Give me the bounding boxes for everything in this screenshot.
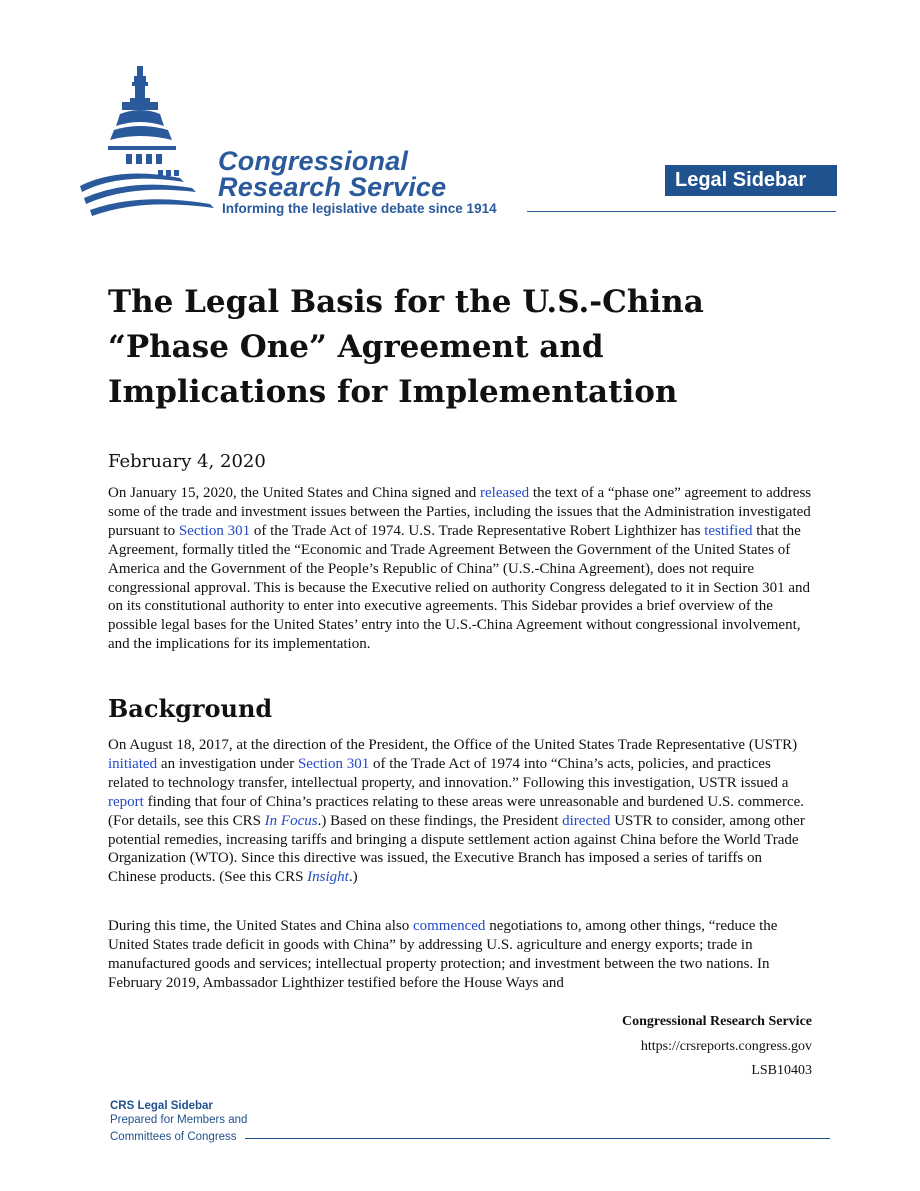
bottom-committees-line: Committees of Congress (110, 1131, 237, 1143)
bottom-prepared-line: Prepared for Members and (110, 1114, 248, 1126)
footer-report-id: LSB10403 (751, 1063, 812, 1078)
background-paragraph-2 (108, 917, 812, 993)
org-name-line2: Research Service (218, 172, 447, 202)
text-run: of the Trade Act of 1974. U.S. Trade Representative Robert Lighthizer has (250, 522, 705, 539)
link-testified[interactable]: testified (704, 522, 753, 539)
link-section-301[interactable]: Section 301 (178, 522, 251, 539)
text-run: .) (348, 869, 358, 886)
text-run: .) Based on these findings, the President (317, 812, 563, 829)
page-header (0, 0, 920, 230)
text-run: of the Trade Act of 1974 into “China’s acts, policies, and practices related to technology transfer, intellectual property, and innovation.” Following this investigation, USTR issued a (108, 755, 789, 791)
link-section-301[interactable]: Section 301 (297, 755, 370, 772)
text-run: an investigation under (157, 755, 298, 772)
link-directed[interactable]: directed (562, 812, 611, 829)
text-run: the text of a “phase one” agreement to address some of the trade and investment issues between the Parties, including the issues that the Administration investigated pursuant to (108, 485, 812, 539)
link-report[interactable]: report (108, 793, 144, 810)
link-in-focus[interactable]: In Focus (264, 812, 318, 829)
header-divider (527, 211, 836, 212)
text-run: USTR to consider, among other potential remedies, increasing tariffs and bringing a dispute settlement action against China before the World Trade Organization (WTO). Since this directive was issued, the Executive Branch has imposed a series of tariffs on Chinese products. (See this CRS (108, 812, 805, 886)
background-paragraph-1 (108, 736, 812, 887)
section-heading-background: Background (108, 694, 273, 723)
link-initiated[interactable]: initiated (108, 755, 158, 772)
footer-url[interactable]: https://crsreports.congress.gov (640, 1039, 812, 1054)
text-run: On August 18, 2017, at the direction of the President, the Office of the United States Trade Representative (USTR) (108, 737, 798, 753)
link-commenced[interactable]: commenced (412, 918, 486, 934)
document-title: The Legal Basis for the U.S.-China “Phase One” Agreement and Implications for Implementation (108, 284, 704, 410)
text-run: During this time, the United States and China also (108, 918, 413, 934)
text-run: finding that four of China’s practices relating to these areas were unreasonable and burdened U.S. commerce. (For details, see this CRS (108, 793, 805, 829)
text-run: negotiations to, among other things, “reduce the United States trade deficit in goods with China” by addressing U.S. agriculture and energy exports; trade in manufactured goods and services; intellectual property protection; and investment between the two nations. In February 2019, Ambassador Lighthizer testified before the House Ways and (108, 918, 778, 991)
org-name-line1: Congressional (218, 146, 409, 176)
link-insight[interactable]: Insight (307, 869, 349, 886)
link-released[interactable]: released (480, 485, 530, 501)
text-run: On January 15, 2020, the United States and China signed and (108, 485, 481, 501)
footer-org-name: Congressional Research Service (621, 1014, 812, 1029)
legal-sidebar-badge: Legal Sidebar (665, 165, 837, 196)
bottom-series-title: CRS Legal Sidebar (110, 1100, 213, 1112)
document-date: February 4, 2020 (108, 451, 266, 472)
text-run: that the Agreement, formally titled the “Economic and Trade Agreement Between the Government of the United States of America and the Government of the People’s Republic of China” (U.S.-China Agreement), does not require congressional approval. This is because the Executive relied on authority Congress delegated to it in Section 301 and on its constitutional authority to enter into executive agreements. This Sidebar provides a brief overview of the possible legal bases for the United States’ entry into the U.S.-China Agreement without congressional involvement, and the implications for its implementation. (108, 522, 811, 653)
capitol-dome-icon (80, 66, 220, 216)
intro-paragraph (108, 484, 812, 654)
footer-divider (245, 1138, 830, 1139)
org-tagline: Informing the legislative debate since 1914 (222, 201, 497, 216)
